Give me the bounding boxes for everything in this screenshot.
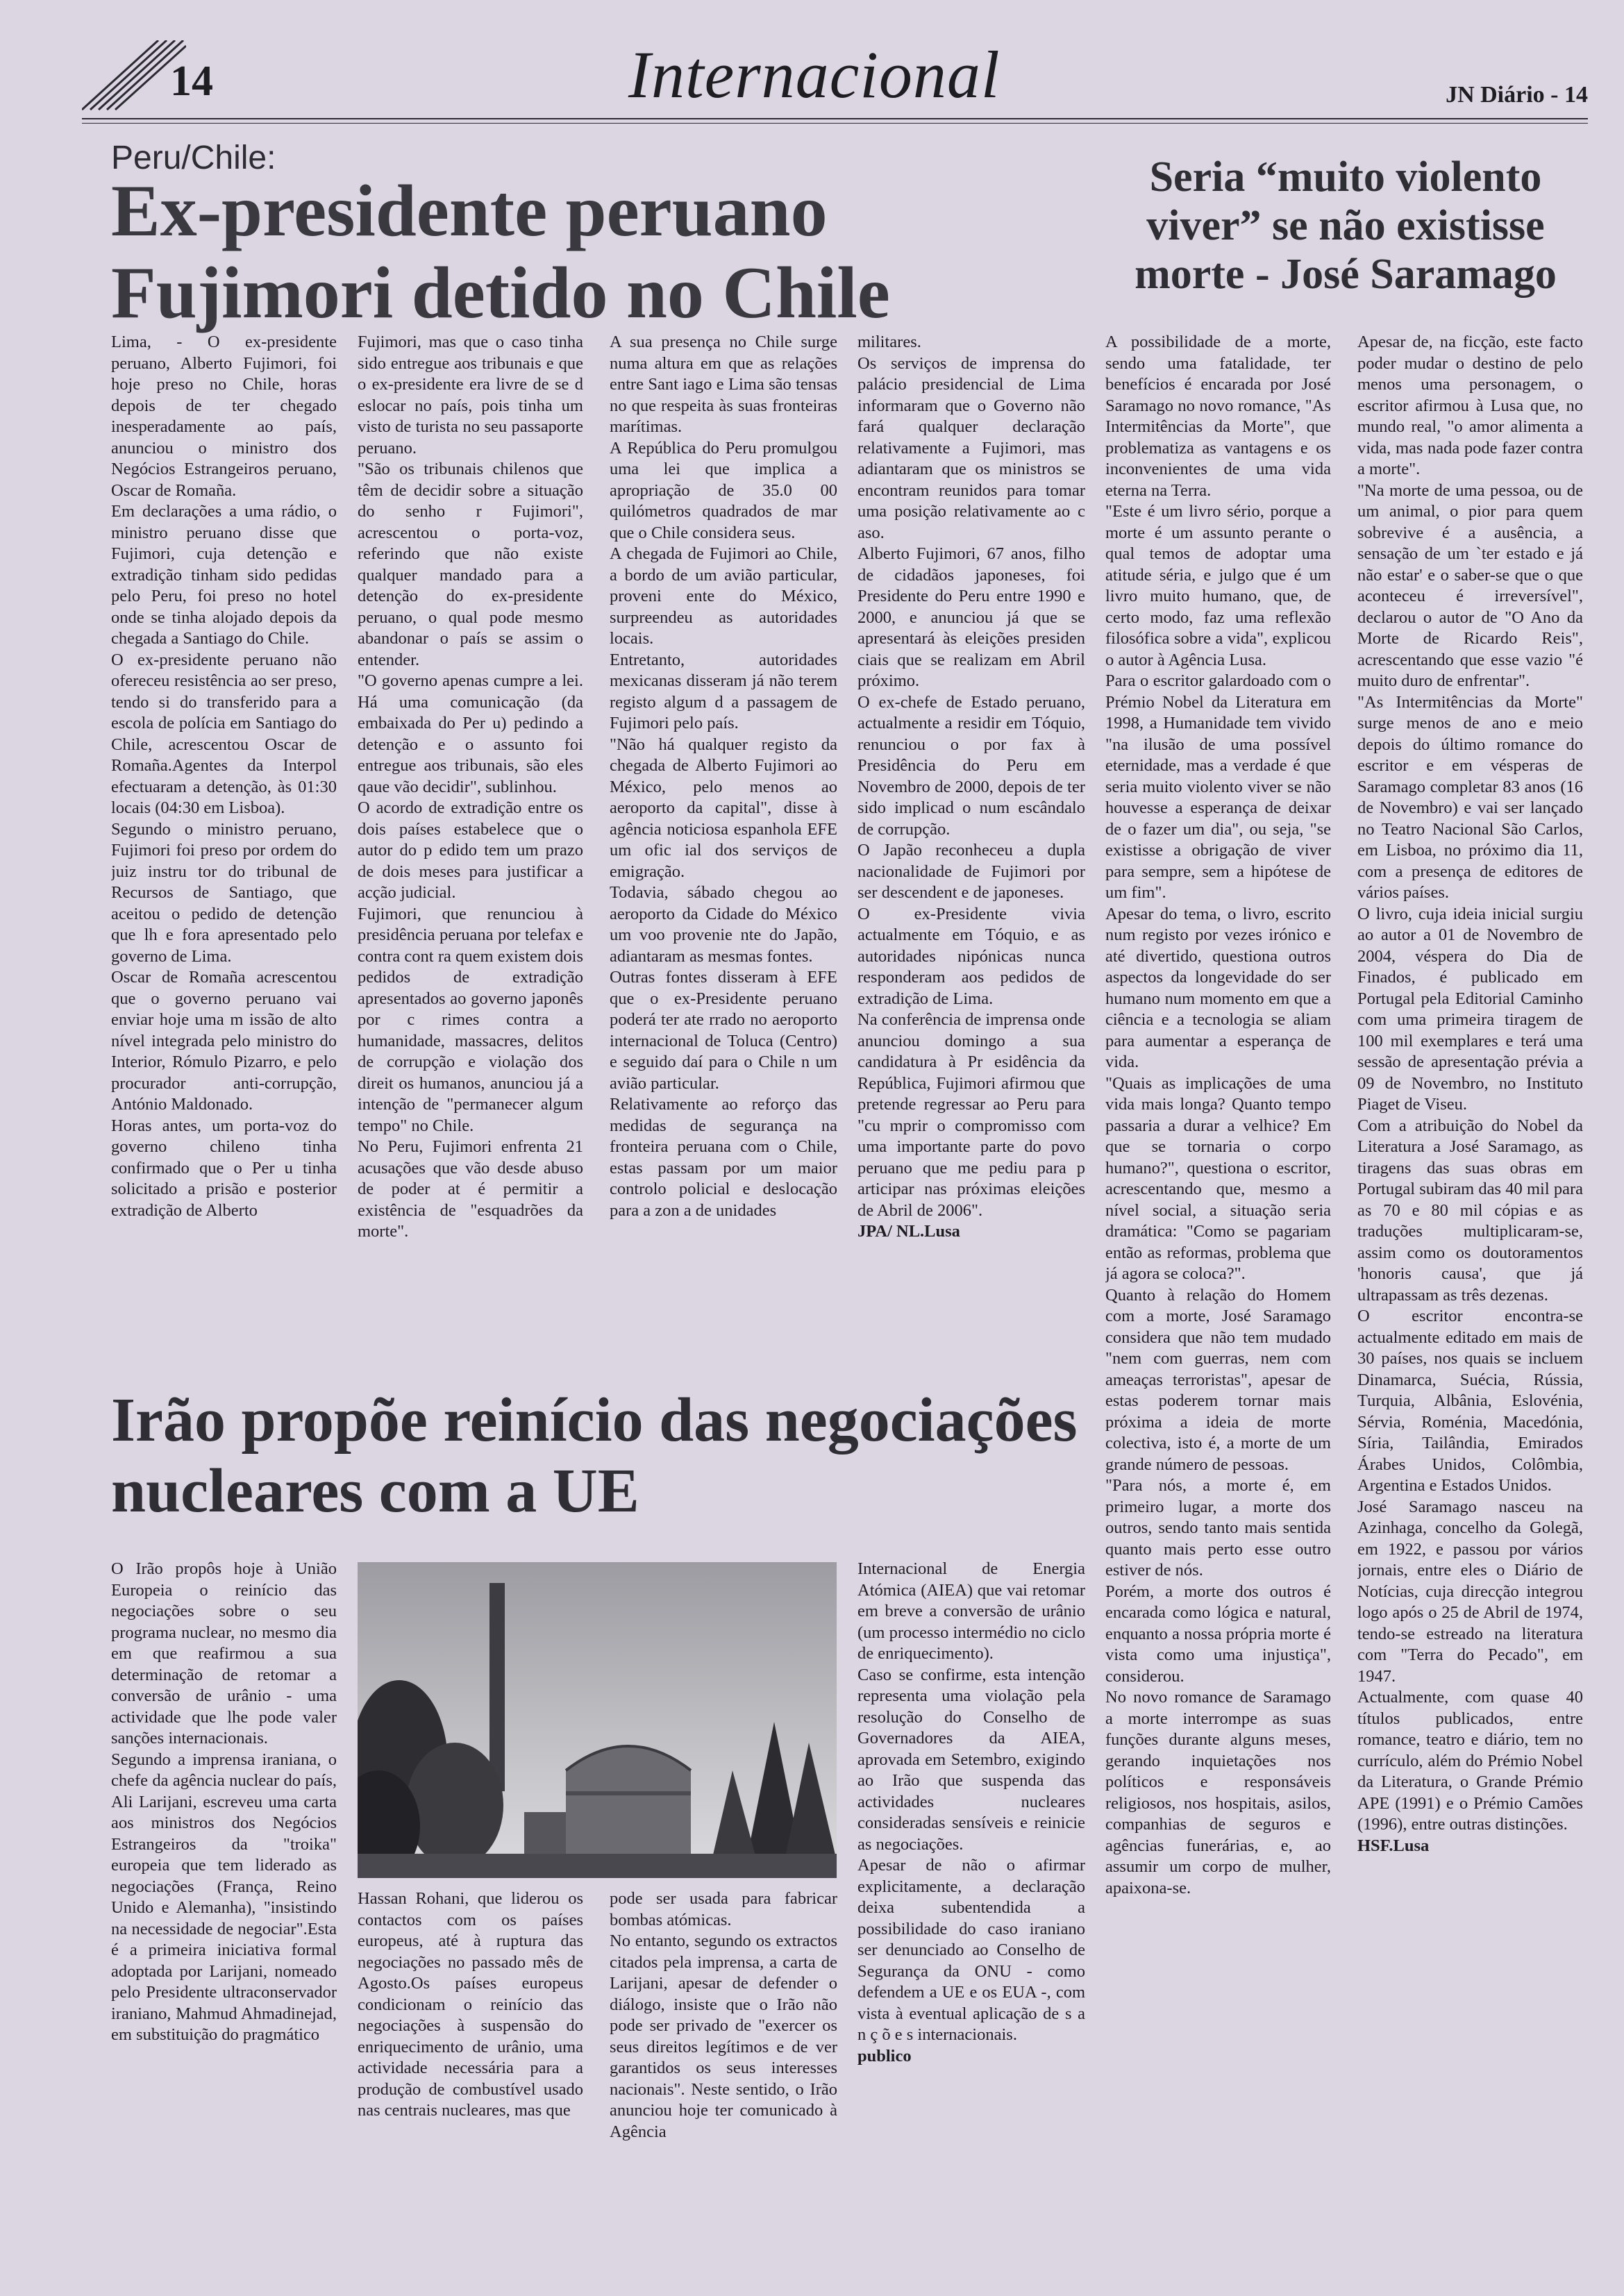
article3-headline: Irão propõe reinício das negociações nucleares com a UE: [111, 1386, 1078, 1525]
paragraph: Apesar do tema, o livro, escrito num registo por vezes irónico e até divertido, questiona outros aspectos da longevidade do ser humano num momento em que a ciência e a tecnologia se aliam para aumentar a esperança de vida.: [1105, 904, 1331, 1071]
paragraph: José Saramago nasceu na Azinhaga, concelho da Golegã, em 1922, e passou por vários jornais, entre eles o Diário de Notícias, cuja direcção integrou logo após o 25 de Abril de 1974, tendo-se estreado na literatura com "Terra do Pecado", em 1947.: [1357, 1497, 1583, 1686]
paragraph: O ex-chefe de Estado peruano, actualmente a residir em Tóquio, renunciou o por fax à Presidência do Peru em Novembro de 2000, depois de ter sido implicad o num escândalo de corrupção.: [857, 692, 1085, 839]
article1-column-1: [111, 332, 337, 1373]
article3-column-1: [111, 1559, 337, 2190]
paragraph: "São os tribunais chilenos que têm de decidir sobre a situação do senho r Fujimori", acrescentou o porta-voz, referindo que não existe qualquer mandado para a detenção do ex-presidente peruano, o qual pode mesmo abandonar o país se assim o entender.: [358, 460, 583, 669]
paragraph: Fujimori, que renunciou à presidência peruana por telefax e contra cont ra quem existem dois pedidos de extradição apresentados ao governo japonês por c rimes contra a humanidade, massacres, delitos de corrupção e violação dos direit os humanos, anunciou já a intenção de "permanecer algum tempo" no Chile.: [358, 904, 583, 1135]
paragraph: O Irão propôs hoje à União Europeia o reinício das negociações sobre o seu programa nuclear, no mesmo dia em que reafirmou a sua determinação de retomar a conversão de urânio - uma actividade que lhe pode valer sanções internacionais.: [111, 1559, 337, 1748]
paragraph: "Quais as implicações de uma vida mais longa? Quanto tempo passaria a durar a velhice? Em que se tornaria o corpo humano?", questiona o escritor, acrescentando que, mesmo a nível social, a situação seria dramática: "Como se pagariam então as reformas, problema que já agora se coloca?".: [1105, 1073, 1331, 1283]
paragraph: "Este é um livro sério, porque a morte é um assunto perante o qual temos de adoptar uma atitude séria, e julgo que é um livro muito humano, que, de certo modo, faz uma reflexão filosófica sobre a vida", explicou o autor à Agência Lusa.: [1105, 502, 1331, 669]
article1-column-3: [610, 332, 837, 1373]
nuclear-plant-icon: [358, 1562, 837, 1878]
article2-headline: Seria “muito violento viver” se não existisse morte - José Saramago: [1135, 153, 1557, 298]
paragraph: Apesar de não o afirmar explicitamente, a declaração deixa subentendida a possibilidade do caso iraniano ser denunciado ao Conselho de Segurança da ONU - como defendem a UE e os EUA -, com vista à eventual aplicação de s a n ç õ e s internacionais.: [857, 1856, 1085, 2044]
header-rule: [82, 118, 1588, 119]
paragraph: Lima, - O ex-presidente peruano, Alberto Fujimori, foi hoje preso no Chile, horas depois de ter chegado inesperadamente ao país, anunciou o ministro dos Negócios Estrangeiros peruano, Oscar de Romaña.: [111, 333, 337, 500]
article3-signature: publico: [857, 2046, 912, 2065]
article2-column-2: [1357, 332, 1583, 2179]
paragraph: O livro, cuja ideia inicial surgiu ao autor a 01 de Novembro de 2004, véspera do Dia de Finados, é publicado em Portugal pela Editorial Caminho com uma primeira tiragem de 100 mil exemplares e terá uma sessão de apresentação prévia a 09 de Novembro, no Instituto Piaget de Viseu.: [1357, 904, 1583, 1114]
article3-column-4: [857, 1559, 1085, 2190]
paragraph: Caso se confirme, esta intenção representa uma violação pela resolução do Conselho de Governadores da AIEA, aprovada em Setembro, exigindo ao Irão que suspenda das actividades nucleares consideradas sensíveis e reinicie as negociações.: [857, 1665, 1085, 1854]
article2-signature: HSF.Lusa: [1357, 1836, 1430, 1855]
paragraph: "As Intermitências da Morte" surge menos de ano e meio depois do último romance do escritor e em vésperas de Saramago completar 83 anos (16 de Novembro) e vai ser lançado no Teatro Nacional São Carlos, em Lisboa, no próximo dia 11, com a presença de editores de vários países.: [1357, 692, 1583, 902]
paragraph: Horas antes, um porta-voz do governo chileno tinha confirmado que o Per u tinha solicitado a prisão e posterior extradição de Alberto: [111, 1116, 337, 1220]
paragraph: O Japão reconheceu a dupla nacionalidade de Fujimori por ser descendent e de japoneses.: [857, 841, 1085, 902]
paragraph: Outras fontes disseram à EFE que o ex-Presidente peruano poderá ter ate rrado no aeroporto internacional de Toluca (Centro) e seguido daí para o Chile n um avião particular.: [610, 968, 837, 1093]
paragraph: "O governo apenas cumpre a lei. Há uma comunicação (da embaixada do Per u) pedindo a detenção e o assunto foi entregue aos tribunais, são eles qaue vão decidir", sublinhou.: [358, 671, 583, 796]
paper-name: JN Diário - 14: [1446, 82, 1588, 108]
article3-column-3: [610, 1888, 837, 2190]
paragraph: O escritor encontra-se actualmente editado em mais de 30 países, nos quais se incluem Dinamarca, Suécia, Rússia, Turquia, Albânia, Eslovénia, Sérvia, Roménia, Macedónia, Síria, Tailândia, Emirados Árabes Unidos, Colômbia, Argentina e Estados Unidos.: [1357, 1307, 1583, 1495]
paragraph: Para o escritor galardoado com o Prémio Nobel da Literatura em 1998, a Humanidade tem vivido "na ilusão de uma possível eternidade, mas a verdade é que seria muito violento viver se não houvesse a esperança de deixar de o fazer um dia", ou seja, "se existisse a obrigação de viver para sempre, sem a hipótese de um fim".: [1105, 671, 1331, 902]
paragraph: Alberto Fujimori, 67 anos, filho de cidadãos japoneses, foi Presidente do Peru entre 1990 e 2000, e anunciou já que se apresentará às eleições presiden ciais que se realizam em Abril próximo.: [857, 544, 1085, 690]
paragraph: Em declarações a uma rádio, o ministro peruano disse que Fujimori, cuja detenção e extradição tinham sido pedidas pelo Peru, foi preso no hotel onde se tinha alojado depois da chegada a Santiago do Chile.: [111, 502, 337, 648]
paragraph: "Para nós, a morte é, em primeiro lugar, a morte dos outros, sendo tanto mais sentida quanto mais perto esse outro estiver de nós.: [1105, 1476, 1331, 1579]
article1-signature: JPA/ NL.Lusa: [857, 1222, 960, 1241]
article3-column-2: [358, 1888, 583, 2190]
paragraph: Oscar de Romaña acrescentou que o governo peruano vai enviar hoje uma m issão de alto nível integrada pelo ministro do Interior, Rómulo Pizarro, e pelo procurador anti-corrupção, António Maldonado.: [111, 968, 337, 1114]
header-rule-thin: [82, 123, 1588, 124]
paragraph: Apesar de, na ficção, este facto poder mudar o destino de pelo menos uma personagem, o escritor afirmou à Lusa que, no mundo real, "o amor alimenta a vida, mas nada pode fazer contra a morte".: [1357, 333, 1583, 478]
paragraph: Entretanto, autoridades mexicanas disseram já não terem registo algum d a passagem de Fujimori pelo país.: [610, 650, 837, 732]
paragraph: A chegada de Fujimori ao Chile, a bordo de um avião particular, proveni ente do México, surpreendeu as autoridades locais.: [610, 544, 837, 648]
paragraph: Fujimori, mas que o caso tinha sido entregue aos tribunais e que o ex-presidente era livre de se d eslocar no país, pois tinha um visto de turista no seu passaporte peruano.: [358, 333, 583, 458]
paragraph: Actualmente, com quase 40 títulos publicados, entre romance, teatro e diário, tem no currículo, além do Prémio Nobel da Literatura, o Grande Prémio APE (1991) e o Prémio Camões (1996), entre outras distinções.: [1357, 1688, 1583, 1834]
paragraph: Todavia, sábado chegou ao aeroporto da Cidade do México um voo provenie nte do Japão, adiantaram as mesmas fontes.: [610, 883, 837, 966]
paragraph: A possibilidade de a morte, sendo uma fatalidade, ter benefícios é encarada por José Saramago no novo romance, "As Intermitências da Morte", que problematiza as vantagens e os inconvenientes de uma vida eterna na Terra.: [1105, 333, 1331, 500]
paragraph: No novo romance de Saramago a morte interrompe as suas funções durante alguns meses, gerando inquietações nos políticos e responsáveis religiosos, nos hospitais, asilos, companhias de seguros e agências funerárias, e, ao assumir um corpo de mulher, apaixona-se.: [1105, 1688, 1331, 1897]
paragraph: Hassan Rohani, que liderou os contactos com os países europeus, até à ruptura das negociações no passado mês de Agosto.Os países europeus condicionam o reinício das negociações à suspensão do enriquecimento de urânio, uma actividade necessária para a produção de combustível usado nas centrais nucleares, mas que: [358, 1889, 583, 2120]
paragraph: pode ser usada para fabricar bombas atómicas.: [610, 1889, 837, 1929]
article2-column-1: [1105, 332, 1331, 2179]
paragraph: Na conferência de imprensa onde anunciou domingo a sua candidatura à Pr esidência da República, Fujimori afirmou que pretende regressar ao Peru para "cu mprir o compromisso com uma importante parte do povo peruano que me pediu para p articipar nas próximas eleições de Abril de 2006".: [857, 1010, 1085, 1220]
paragraph: O ex-presidente peruano não ofereceu resistência ao ser preso, tendo si do transferido para a escola de polícia em Santiago do Chile, acrescentou Oscar de Romaña.Agentes da Interpol efectuaram a detenção, às 01:30 locais (04:30 em Lisboa).: [111, 650, 337, 817]
paragraph: Porém, a morte dos outros é encarada como lógica e natural, enquanto a nossa própria morte é vista como uma injustiça", considerou.: [1105, 1582, 1331, 1686]
paragraph: Segundo o ministro peruano, Fujimori foi preso por ordem do juiz instru tor do tribunal de Recursos de Santiago, que aceitou o pedido de detenção que lh e fora apresentado pelo governo de Lima.: [111, 819, 337, 966]
page-number: 14: [170, 58, 213, 105]
paragraph: Com a atribuição do Nobel da Literatura a José Saramago, as tiragens das suas obras em Portugal subiram das 40 mil para as 70 e 80 mil cópias e as traduções multiplicaram-se, assim como os doutoramentos 'honoris causa', que já ultrapassam as três dezenas.: [1357, 1116, 1583, 1305]
article1-headline: Ex-presidente peruano Fujimori detido no Chile: [111, 170, 890, 333]
paragraph: Quanto à relação do Homem com a morte, José Saramago considera que não tem mudado "nem com guerras, nem com ameaças terroristas", apesar de estas poderem tornar mais próxima a ideia de morte colectiva, isto é, a morte de um grande número de pessoas.: [1105, 1285, 1331, 1474]
paragraph: Relativamente ao reforço das medidas de segurança na fronteira peruana com o Chile, estas passam por um maior controlo policial e deslocação para a zon a de unidades: [610, 1095, 837, 1220]
paragraph: A República do Peru promulgou uma lei que implica a apropriação de 35.0 00 quilómetros quadrados de mar que o Chile considera seus.: [610, 438, 837, 542]
paragraph: Internacional de Energia Atómica (AIEA) que vai retomar em breve a conversão de urânio (um processo intermédio no ciclo de enriquecimento).: [857, 1559, 1085, 1663]
paragraph: "Não há qualquer registo da chegada de Alberto Fujimori ao México, pelo menos ao aeroporto da capital", disse à agência noticiosa espanhola EFE um ofic ial dos serviços de emigração.: [610, 735, 837, 881]
section-title: Internacional: [628, 37, 1001, 112]
paragraph: "Na morte de uma pessoa, ou de um animal, o pior para quem sobrevive é a ausência, a sensação de um `ter estado e já não estar' e o saber-se que o que aconteceu é irreversível", declarou o autor de "O Ano da Morte de Ricardo Reis", acrescentando que esse vazio "é muito duro de enfrentar".: [1357, 480, 1583, 690]
paragraph: No entanto, segundo os extractos citados pela imprensa, a carta de Larijani, apesar de defender o diálogo, insiste que o Irão não pode ser privado de "exercer os seus direitos legítimos e de ver garantidos os seus interesses nacionais". Neste sentido, o Irão anunciou hoje ter comunicado à Agência: [610, 1932, 837, 2141]
paragraph: A sua presença no Chile surge numa altura em que as relações entre Sant iago e Lima são tensas no que respeita às suas fronteiras marítimas.: [610, 333, 837, 436]
article1-kicker: Peru/Chile:: [111, 140, 276, 176]
nuclear-plant-photo: [358, 1562, 837, 1878]
paragraph: Os serviços de imprensa do palácio presidencial de Lima informaram que o Governo não fará qualquer declaração relativamente a Fujimori, mas adiantaram que os ministros se encontram reunidos para tomar uma posição relativamente ao c aso.: [857, 353, 1085, 542]
paragraph: No Peru, Fujimori enfrenta 21 acusações que vão desde abuso de poder at é permitir a existência de "esquadrões da morte".: [358, 1137, 583, 1241]
article1-column-2: [358, 332, 583, 1373]
paragraph: Segundo a imprensa iraniana, o chefe da agência nuclear do país, Ali Larijani, escreveu uma carta aos ministros dos Negócios Estrangeiros da "troika" europeia que tem liderado as negociações (França, Reino Unido e Alemanha), "insistindo na necessidade de negociar".Esta é a primeira iniciativa formal adoptada por Larijani, nomeado pelo Presidente ultraconservador iraniano, Mahmud Ahmadinejad, em substituição do pragmático: [111, 1750, 337, 2044]
paragraph: militares.: [857, 333, 921, 351]
paragraph: O ex-Presidente vivia actualmente em Tóquio, e as autoridades nipónicas nunca responderam aos pedidos de extradição de Lima.: [857, 904, 1085, 1008]
article1-column-4: [857, 332, 1085, 1373]
paragraph: O acordo de extradição entre os dois países estabelece que o autor do p edido tem um prazo de dois meses para justificar a acção judicial.: [358, 798, 583, 902]
